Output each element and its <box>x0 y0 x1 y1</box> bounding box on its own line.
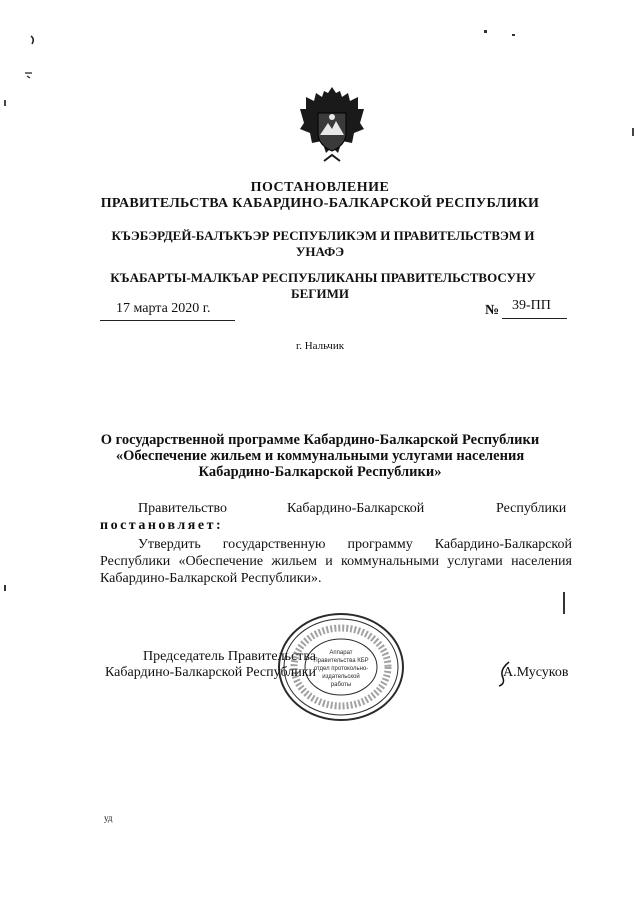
resolution-text: Утвердить государственную программу Кабардино-Балкарской Республики «Обеспечение жильем и коммунальными услугами населения Кабардино-Балкарской Республики». <box>100 537 572 586</box>
body-paragraph <box>100 536 572 587</box>
kabardian-heading-line1: КЪЭБЭРДЕЙ-БАЛЪКЪЭР РЕСПУБЛИКЭМ И ПРАВИТЕЛЬСТВЭМ И <box>111 228 535 243</box>
government-heading: ПРАВИТЕЛЬСТВА КАБАРДИНО-БАЛКАРСКОЙ РЕСПУБЛИКИ <box>100 196 540 211</box>
coat-of-arms-icon <box>298 83 366 163</box>
date-underline <box>100 320 235 321</box>
margin-mark <box>563 592 565 614</box>
decree-word: постановляет: <box>100 518 224 533</box>
title-line-3: Кабардино-Балкарской Республики» <box>198 464 442 480</box>
document-type-heading: ПОСТАНОВЛЕНИЕ <box>250 180 390 195</box>
stamp-center-line1: Аппарат <box>329 650 353 656</box>
scan-speck-icon <box>484 30 487 33</box>
signatory-role-line1: Председатель Правительства <box>143 649 316 664</box>
document-date: 17 марта 2020 г. <box>116 301 211 316</box>
signatory-name: А.Мусуков <box>503 665 569 680</box>
gov-word-1: Правительство <box>138 501 227 516</box>
number-label: № <box>485 303 500 318</box>
scan-speck-icon <box>632 128 634 136</box>
balkar-heading-line2: БЕГИМИ <box>290 286 350 301</box>
scan-speck-icon <box>4 585 6 591</box>
stamp-center-line2: Правительства КБР <box>313 658 369 664</box>
document-title <box>0 432 640 480</box>
stamp-center-line3: отдел протокольно- <box>313 666 369 672</box>
kabardian-heading-line2: УНАФЭ <box>295 244 345 259</box>
bottom-scan-mark: уд <box>104 813 113 823</box>
signature-scribble-icon <box>495 660 515 693</box>
title-line-2: «Обеспечение жильем и коммунальными услугами населения <box>115 448 525 464</box>
balkar-heading-line1: КЪАБАРТЫ-МАЛКЪАР РЕСПУБЛИКАНЫ ПРАВИТЕЛЬСТВОСУНУ <box>110 270 536 285</box>
scan-speck-icon <box>30 32 36 42</box>
number-underline <box>502 318 567 319</box>
gov-word-3: Республики <box>496 501 567 516</box>
stamp-center-line5: работы <box>330 682 352 688</box>
city: г. Нальчик <box>295 340 345 352</box>
stamp-center-line4: издательской <box>322 674 360 680</box>
scan-speck-icon <box>512 34 515 36</box>
title-line-1: О государственной программе Кабардино-Балкарской Республики <box>100 432 540 448</box>
signatory-role-line2: Кабардино-Балкарской Республики <box>105 665 316 680</box>
document-number: 39-ПП <box>512 298 551 313</box>
gov-word-2: Кабардино-Балкарской <box>287 501 425 516</box>
scan-speck-icon <box>24 66 34 74</box>
scan-speck-icon <box>4 100 6 106</box>
